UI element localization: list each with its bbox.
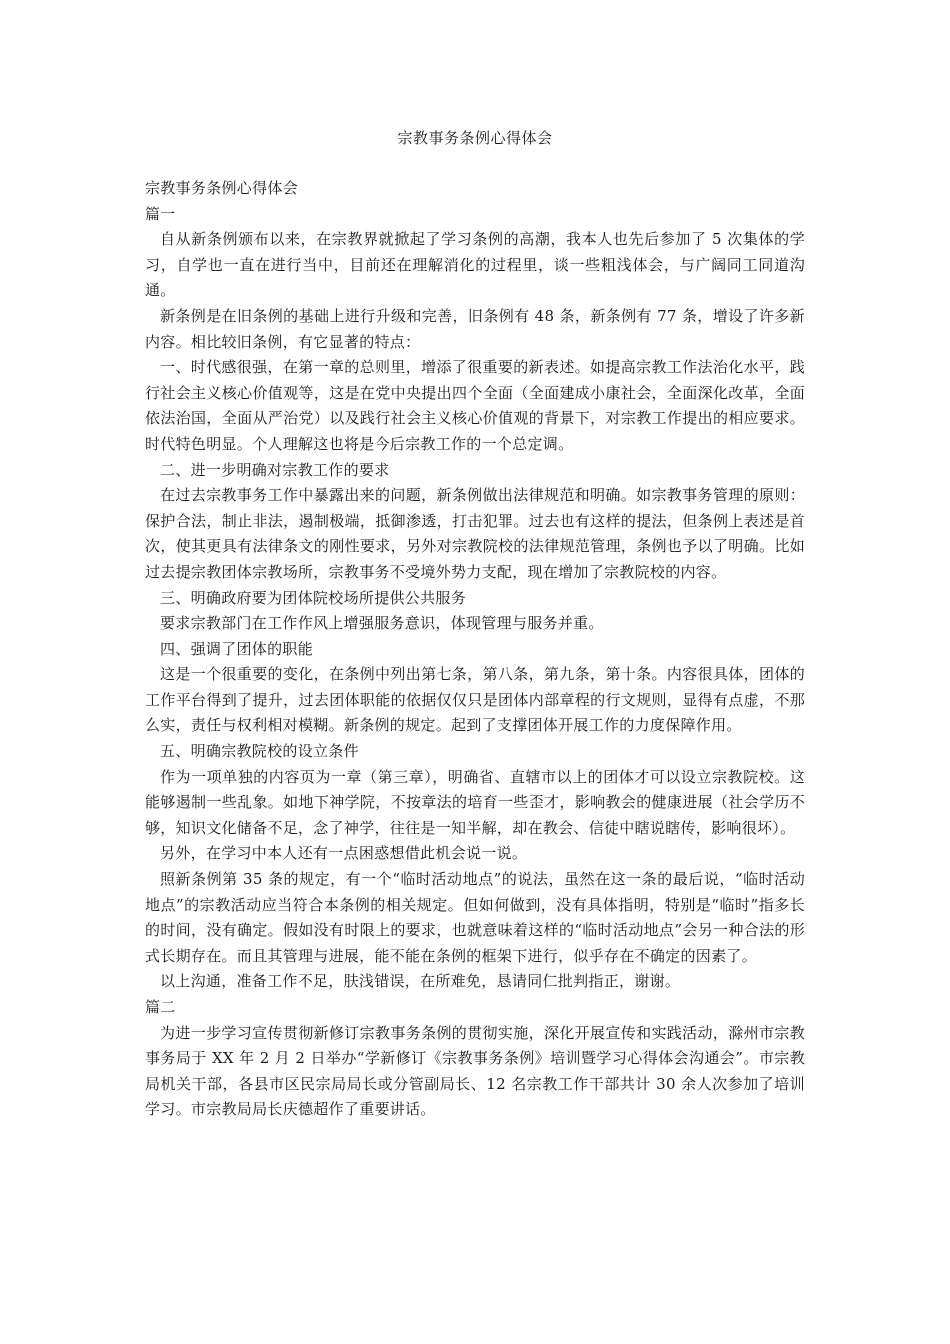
document-title: 宗教事务条例心得体会 xyxy=(397,129,553,147)
body-paragraph: 在过去宗教事务工作中暴露出来的问题，新条例做出法律规范和明确。如宗教事务管理的原则：保护合法，制止非法，遏制极端，抵御渗透，打击犯罪。过去也有这样的提法，但条例上表述是首次，使其更具有法律条文的刚性要求，另外对宗教院校的法律规范管理，条例也予以了明确。比如过去提宗教团体宗教场所，宗教事务不受境外势力支配，现在增加了宗教院校的内容。 xyxy=(145,486,805,581)
body-paragraph: 另外，在学习中本人还有一点困惑想借此机会说一说。 xyxy=(160,844,528,863)
body-paragraph: 要求宗教部门在工作作风上增强服务意识，体现管理与服务并重。 xyxy=(160,614,604,633)
body-paragraph: 以上沟通，准备工作不足，肤浅错误，在所难免，恳请同仁批判指正，谢谢。 xyxy=(160,972,681,991)
body-paragraph: 五、明确宗教院校的设立条件 xyxy=(160,742,359,761)
body-paragraph: 自从新条例颁布以来，在宗教界就掀起了学习条例的高潮，我本人也先后参加了 5 次集体的学习，自学也一直在进行当中，目前还在理解消化的过程里，谈一些粗浅体会，与广阔同工同道沟通。 xyxy=(145,230,805,300)
body-paragraph: 照新条例第 35 条的规定，有一个“临时活动地点”的说法，虽然在这一条的最后说，“临时活动地点”的宗教活动应当符合本条例的相关规定。但如何做到，没有具体指明，特别是“临时”指多长的时间，没有确定。假如没有时限上的要求，也就意味着这样的“临时活动地点”会另一种合法的形式长期存在。而且其管理与进展，能不能在条例的框架下进行，似乎存在不确定的因素了。 xyxy=(145,870,805,965)
document-body xyxy=(145,176,805,1123)
body-paragraph: 新条例是在旧条例的基础上进行升级和完善，旧条例有 48 条，新条例有 77 条，增设了许多新内容。相比较旧条例，有它显著的特点： xyxy=(145,306,805,351)
body-paragraph: 宗教事务条例心得体会 xyxy=(145,179,299,197)
body-paragraph: 篇一 xyxy=(145,204,176,223)
body-paragraph: 四、强调了团体的职能 xyxy=(160,639,314,658)
body-paragraph: 二、进一步明确对宗教工作的要求 xyxy=(160,460,390,479)
body-paragraph: 作为一项单独的内容页为一章（第三章），明确省、直辖市以上的团体才可以设立宗教院校。这能够遏制一些乱象。如地下神学院，不按章法的培育一些歪才，影响教会的健康进展（社会学历不够，知识文化储备不足，念了神学，往往是一知半解，却在教会、信徒中瞎说瞎传，影响很坏）。 xyxy=(145,767,805,837)
body-paragraph: 为进一步学习宣传贯彻新修订宗教事务条例的贯彻实施，深化开展宣传和实践活动，滁州市宗教事务局于 XX 年 2 月 2 日举办“学新修订《宗教事务条例》培训暨学习心得体会沟通会”。市宗教局机关干部，各县市区民宗局局长或分管副局长、12 名宗教工作干部共计 30 余人次参加了培训学习。市宗教局局长庆德超作了重要讲话。 xyxy=(145,1023,805,1119)
body-paragraph: 三、明确政府要为团体院校场所提供公共服务 xyxy=(160,588,467,607)
body-paragraph: 一、时代感很强，在第一章的总则里，增添了很重要的新表述。如提高宗教工作法治化水平，践行社会主义核心价值观等，这是在党中央提出四个全面（全面建成小康社会，全面深化改革，全面依法治国，全面从严治党）以及践行社会主义核心价值观的背景下，对宗教工作提出的相应要求。时代特色明显。个人理解这也将是今后宗教工作的一个总定调。 xyxy=(145,358,805,453)
body-paragraph: 篇二 xyxy=(145,998,176,1016)
body-paragraph: 这是一个很重要的变化，在条例中列出第七条，第八条，第九条，第十条。内容很具体，团体的工作平台得到了提升，过去团体职能的依据仅仅只是团体内部章程的行文规则，显得有点虚，不那么实，责任与权利相对模糊。新条例的规定。起到了支撑团体开展工作的力度保障作用。 xyxy=(145,665,805,735)
